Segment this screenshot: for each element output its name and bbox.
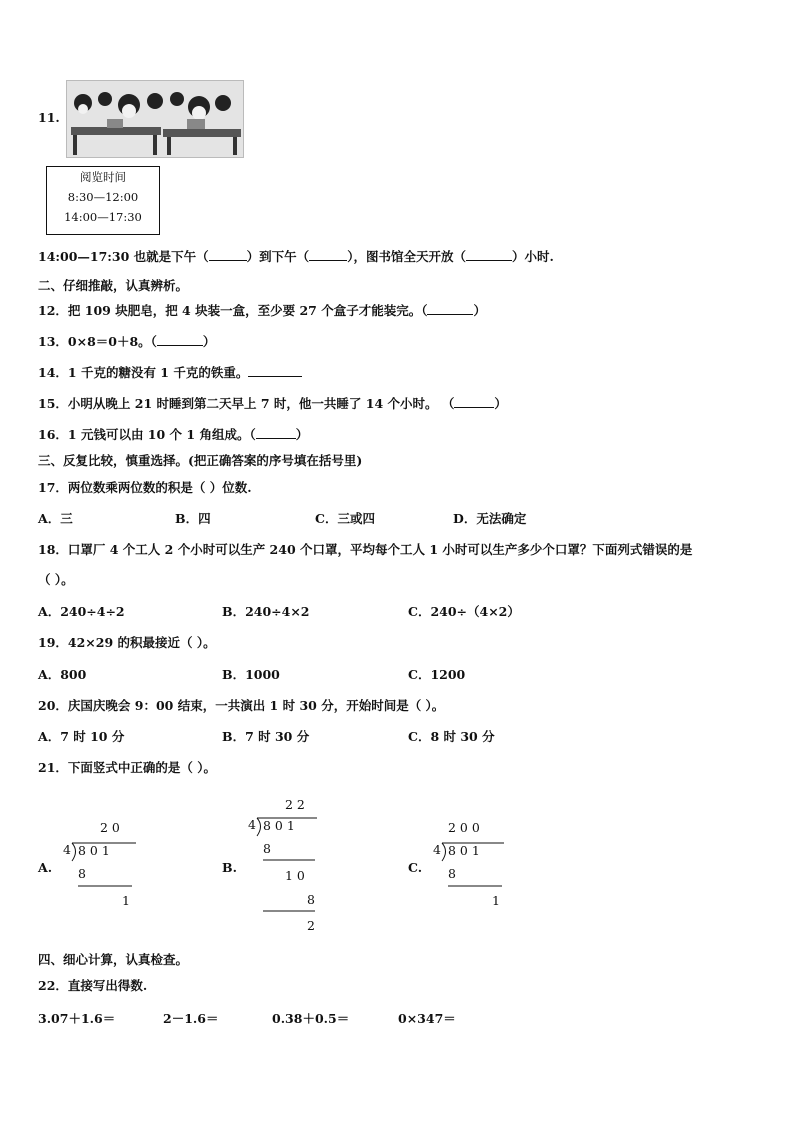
- q21-stem: 21．下面竖式中正确的是（ ）。: [38, 760, 216, 775]
- division-b-subtrahend-2: 8: [307, 892, 315, 907]
- calc-item-3: 0.38＋0.5＝: [272, 1011, 350, 1026]
- q18-stem-continued: （ ）。: [38, 572, 74, 587]
- q20-option-a[interactable]: A．7 时 10 分: [38, 729, 125, 744]
- q21-option-c-label[interactable]: C.: [408, 860, 423, 875]
- calc-item-1: 3.07＋1.6＝: [38, 1011, 116, 1026]
- children-reading-picture: [66, 80, 244, 158]
- long-division-b: [245, 792, 325, 937]
- q17-option-d[interactable]: D．无法确定: [453, 511, 527, 526]
- q18-option-a[interactable]: A．240÷4÷2: [38, 604, 125, 619]
- q20-option-b[interactable]: B．7 时 30 分: [222, 729, 310, 744]
- division-c-remainder: 1: [492, 893, 500, 908]
- schedule-afternoon: 14:00—17:30: [64, 210, 142, 224]
- reading-time-schedule: [46, 166, 160, 235]
- q19-option-c[interactable]: C．1200: [408, 667, 466, 682]
- section-2-heading: 二、仔细推敲，认真辨析。: [38, 278, 189, 293]
- q20-option-c[interactable]: C．8 时 30 分: [408, 729, 495, 744]
- section-3-heading: 三、反复比较，慎重选择。(把正确答案的序号填在括号里): [38, 453, 363, 468]
- q17-stem: 17．两位数乘两位数的积是（ ）位数.: [38, 480, 252, 495]
- answer-blank[interactable]: [466, 249, 512, 261]
- division-b-subtrahend-1: 8: [263, 841, 271, 856]
- q19-option-a[interactable]: A．800: [38, 667, 87, 682]
- division-b-partial: 1 0: [285, 868, 305, 883]
- division-b-divisor: 4: [248, 817, 256, 832]
- division-a-subtrahend: 8: [78, 866, 86, 881]
- division-c-quotient: 2 0 0: [448, 820, 480, 835]
- calc-item-2: 2－1.6＝: [163, 1011, 219, 1026]
- division-b-remainder: 2: [307, 918, 315, 933]
- q18-stem: 18．口罩厂 4 个工人 2 个小时可以生产 240 个口罩，平均每个工人 1 小时可以生产多少个口罩？下面列式错误的是: [38, 542, 693, 557]
- division-c-subtrahend: 8: [448, 866, 456, 881]
- q11-question: 14:00—17:30 也就是下午（ ）到下午（ ），图书馆全天开放（ ）小时.: [38, 249, 554, 264]
- division-a-quotient: 2 0: [100, 820, 120, 835]
- division-a-dividend: 8 0 1: [78, 843, 110, 858]
- schedule-title: 阅览时间: [80, 170, 126, 184]
- q17-option-b[interactable]: B．四: [175, 511, 211, 526]
- division-a-remainder: 1: [122, 893, 130, 908]
- q13: 13．0×8＝0＋8。（ ）: [38, 334, 216, 349]
- q19-option-b[interactable]: B．1000: [222, 667, 280, 682]
- answer-blank[interactable]: [209, 249, 247, 261]
- answer-blank[interactable]: [157, 334, 203, 346]
- children-reading-illustration: [67, 81, 243, 157]
- answer-blank[interactable]: [454, 396, 494, 408]
- long-division-a: [60, 815, 140, 915]
- q18-option-b[interactable]: B．240÷4×2: [222, 604, 310, 619]
- q14: 14．1 千克的糖没有 1 千克的铁重。: [38, 365, 302, 381]
- q12: 12．把 109 块肥皂，把 4 块装一盒，至少要 27 个盒子才能装完。（ ）: [38, 303, 486, 318]
- division-b-dividend: 8 0 1: [263, 818, 295, 833]
- division-c-dividend: 8 0 1: [448, 843, 480, 858]
- answer-blank[interactable]: [427, 303, 473, 315]
- q17-option-a[interactable]: A．三: [38, 511, 73, 526]
- q20-stem: 20．庆国庆晚会 9：00 结束，一共演出 1 时 30 分，开始时间是（ ）。: [38, 698, 445, 713]
- section-4-heading: 四、细心计算，认真检查。: [38, 952, 189, 967]
- division-b-quotient: 2 2: [285, 797, 305, 812]
- division-a-divisor: 4: [63, 842, 71, 857]
- answer-blank[interactable]: [256, 427, 296, 439]
- q21-option-a-label[interactable]: A.: [38, 860, 53, 875]
- q19-stem: 19．42×29 的积最接近（ ）。: [38, 635, 216, 650]
- q15: 15．小明从晚上 21 时睡到第二天早上 7 时，他一共睡了 14 个小时。 （ ）: [38, 396, 507, 411]
- q17-option-c[interactable]: C．三或四: [315, 511, 375, 526]
- q16: 16．1 元钱可以由 10 个 1 角组成。（ ）: [38, 427, 309, 442]
- q22-stem: 22．直接写出得数.: [38, 978, 148, 993]
- q11-number: 11.: [38, 110, 60, 125]
- answer-blank[interactable]: [309, 249, 347, 261]
- long-division-c: [430, 815, 510, 915]
- q18-option-c[interactable]: C．240÷（4×2）: [408, 604, 520, 619]
- q21-option-b-label[interactable]: B.: [222, 860, 237, 875]
- calc-item-4: 0×347＝: [398, 1011, 456, 1026]
- answer-blank[interactable]: [248, 365, 302, 377]
- division-c-divisor: 4: [433, 842, 441, 857]
- schedule-morning: 8:30—12:00: [67, 190, 139, 204]
